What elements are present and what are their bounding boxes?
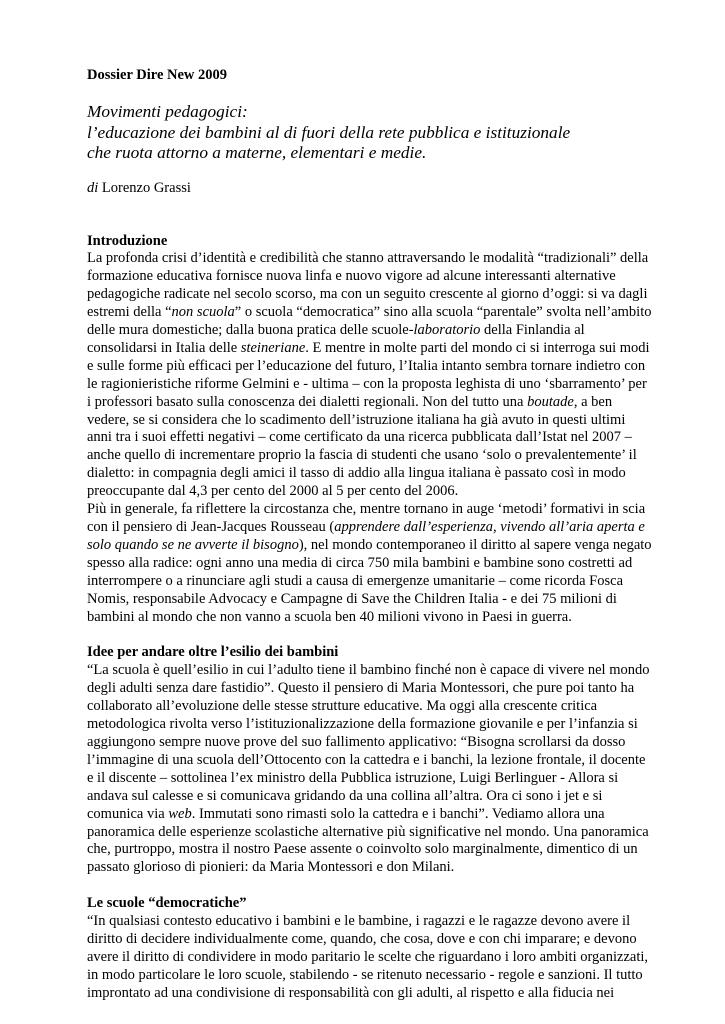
text-line: collaborato all’evoluzione delle stesse strutture educative. Ma oggi alla crescente critica [87, 698, 598, 715]
italic-run: solo quando se ne avverte il bisogno [87, 536, 299, 553]
italic-run: non scuola [171, 304, 235, 321]
text-line: preoccupante dal 4,3 per cento del 2000 al 5 per cento del 2006. [87, 483, 459, 500]
text-run: della Finlandia al [480, 322, 585, 339]
text-line: andava sul calesse e si comunicava gridando da una collina all’altra. Ora ci sono i jet e si [87, 787, 603, 804]
text-run: i professori basato sulla conoscenza dei dialetti regionali. Non del tutto una [87, 393, 528, 410]
author-name: Lorenzo Grassi [98, 179, 191, 196]
text-line: La profonda crisi d’identità e credibilità che stanno attraversando le modalità “tradizionali” della [87, 250, 649, 267]
text-line: interrompere o a rinunciare agli studi a causa di emergenze umanitarie – come ricorda Fosca [87, 572, 624, 589]
text-line [87, 340, 687, 358]
section-body [87, 250, 687, 626]
text-line [87, 537, 687, 555]
text-line [87, 806, 687, 824]
text-line [87, 304, 687, 322]
text-line: l’immagine di una scuola dell’Ottocento con la cattedra e i banchi, la lezione frontale, il docente [87, 751, 646, 768]
text-line: spesso alla radice: ogni anno una media di circa 750 mila bambini e bambine sono costretti ad [87, 554, 633, 571]
document-title [87, 102, 687, 164]
italic-run: apprendere dall’esperienza, vivendo all’aria aperta e [334, 519, 645, 535]
text-run: ” o scuola “democratica” sino alla scuola “parentale” svolta nell’ambito [234, 304, 652, 321]
text-line: vedere, se si considera che lo scadimento dell’istruzione italiana ha già avuto in questi ultimi [87, 411, 626, 428]
text-line: che, purtroppo, mostra il nostro Paese assente o coinvolto solo marginalmente, dimentico di un [87, 841, 638, 858]
section-heading: Idee per andare oltre l’esilio dei bambini [87, 644, 339, 661]
text-line: passato glorioso di pionieri: da Maria Montessori e don Milani. [87, 859, 455, 876]
text-line: e sulle forme più efficaci per l’educazione del futuro, l’Italia intanto sembra tornare indietro con [87, 357, 646, 374]
text-line: “In qualsiasi contesto educativo i bambini e le bambine, i ragazzi e le ragazze devono avere il [87, 913, 631, 930]
title-line: che ruota attorno a materne, elementari e medie. [87, 143, 427, 162]
italic-run: laboratorio [413, 322, 481, 339]
author-prefix: di [87, 179, 99, 196]
text-line: pedagogiche radicate nel secolo scorso, ma con un seguito crescente al giorno d’oggi: si va dagli [87, 286, 648, 303]
section-introduzione [87, 233, 687, 627]
text-line: e il discente – sottolinea l’ex ministro della Pubblica istruzione, Luigi Berlinguer - Allora si [87, 769, 619, 786]
text-line: diritto di decidere individualmente come, quando, che cosa, dove e con chi imparare; e devono [87, 931, 637, 948]
text-line: in modo particolare le loro scuole, stabilendo - se ritenuto necessario - regole e sanzioni. Il tutto [87, 966, 643, 983]
text-line: bambini al mondo che non vanno a scuola ben 40 milioni vivono in Paesi in guerra. [87, 608, 572, 625]
text-line [87, 394, 687, 412]
text-line: dialetto: in compagnia degli amici il tasso di addio alla lingua italiana è passato così in modo [87, 465, 626, 482]
text-line: aggiungono sempre nuove prove del suo fallimento applicativo: “Bisogna scrollarsi da dosso [87, 733, 626, 750]
section-idee [87, 644, 687, 877]
section-heading: Le scuole “democratiche” [87, 895, 247, 912]
title-line: Movimenti pedagogici: [87, 102, 248, 121]
text-line [87, 322, 687, 340]
author-byline [87, 180, 687, 197]
text-run: . Immutati sono rimasti solo la cattedra e i banchi”. Vediamo allora una [191, 805, 605, 822]
text-run: ), nel mondo contemporaneo il diritto al sapere venga negato [298, 536, 652, 553]
text-line: anni tra i suoi effetti negativi – come certificato da una ricerca pubblicata dall’Istat nel 2007 – [87, 429, 632, 446]
italic-run: boutade [527, 393, 574, 410]
text-line: Nomis, responsabile Advocacy e Campagne di Save the Children Italia - e dei 75 milioni di [87, 590, 617, 607]
text-line: “La scuola è quell’esilio in cui l’adulto tiene il bambino finché non è capace di vivere nel mondo [87, 662, 650, 679]
text-line [87, 519, 687, 537]
italic-run: steineriane [240, 339, 306, 356]
text-run: estremi della “ [87, 304, 172, 321]
text-run: comunica via [87, 805, 169, 822]
dossier-header: Dossier Dire New 2009 [87, 67, 228, 83]
section-scuole-democratiche [87, 895, 687, 1002]
text-line: panoramica delle esperienze scolastiche alternative più significative nel mondo. Una panoramica [87, 823, 649, 840]
italic-run: web [168, 805, 192, 822]
title-line: l’educazione dei bambini al di fuori della rete pubblica e istituzionale [87, 122, 571, 142]
document-page [87, 66, 687, 1021]
text-line: metodologica rivolta verso l’istituzionalizzazione della formazione giovanile e per l’infanzia si [87, 716, 638, 733]
section-heading: Introduzione [87, 232, 168, 249]
text-line: formazione educativa fornisce nuova linfa e nuovo vigore ad alcune interessanti alternative [87, 268, 616, 285]
text-line: improntato ad una condivisione di responsabilità con gli adulti, al rispetto e alla fiducia nei [87, 984, 615, 1001]
text-line: Più in generale, fa riflettere la circostanza che, mentre tornano in auge ‘metodi’ formativi in scia [87, 501, 646, 518]
text-run: delle mura domestiche; dalla buona pratica delle scuole- [87, 322, 414, 339]
text-line: avere il diritto di condividere in modo paritario le scelte che riguardano i loro ambiti organizzati, [87, 948, 649, 965]
text-run: consolidarsi in Italia delle [87, 339, 241, 356]
text-line: le ragionieristiche riforme Gelmini e - ultima – con la proposta leghista di uno ‘sbarramento’ per [87, 375, 647, 392]
text-run: . E mentre in molte parti del mondo ci si interroga sui modi [305, 339, 650, 356]
section-body [87, 913, 687, 1003]
text-line: degli adulti senza dare fastidio”. Questo il pensiero di Maria Montessori, che pure poi tanto ha [87, 680, 635, 697]
text-run: , a ben [573, 393, 613, 410]
text-run: con il pensiero di Jean-Jacques Rousseau ( [87, 519, 335, 535]
text-line: anche quello di incrementare proprio la fascia di studenti che usano ‘solo o prevalentemente’ il [87, 447, 637, 464]
section-body [87, 662, 687, 877]
